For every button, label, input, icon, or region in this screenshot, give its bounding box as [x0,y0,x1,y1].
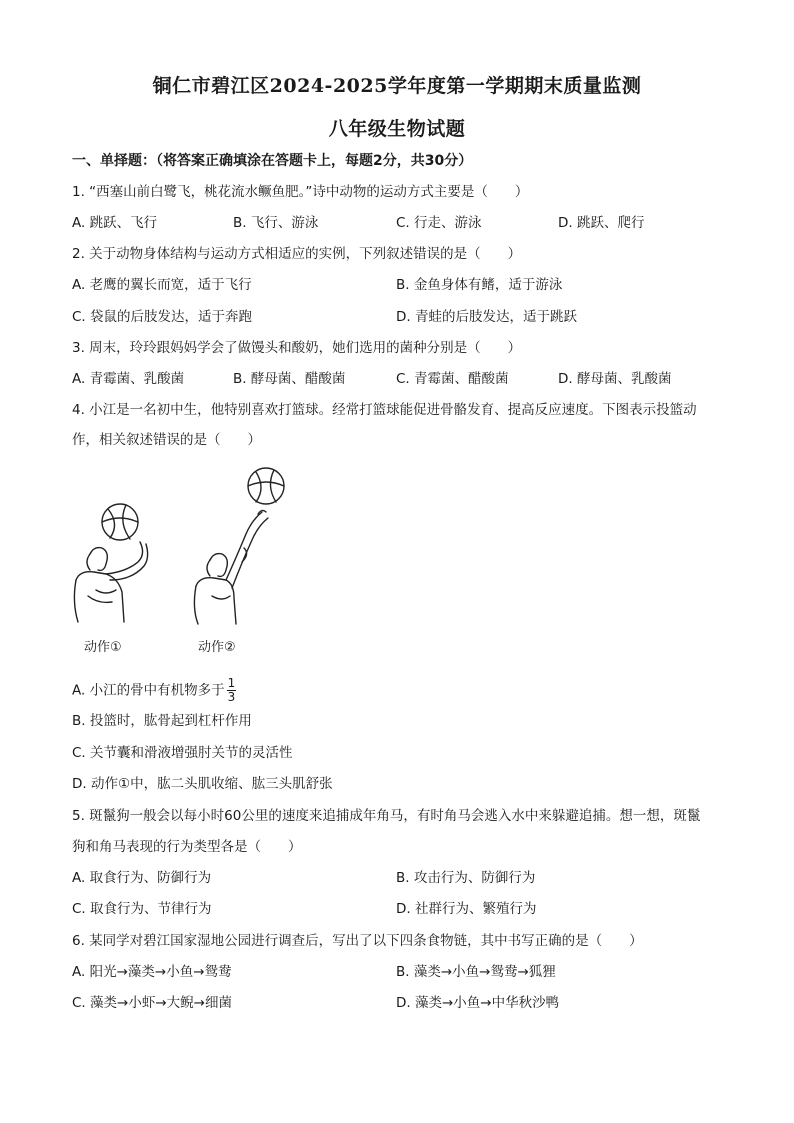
question-5-option-b: B. 攻击行为、防御行为 [396,870,536,886]
question-1-stem: 1. “西塞山前白鹭飞，桃花流水鳜鱼肥。”诗中动物的运动方式主要是（ ） [72,184,529,200]
question-5-stem-line-1: 5. 斑鬣狗一般会以每小时60公里的速度来追捕成年角马，有时角马会逃入水中来躲避追捕。想一想，斑鬣 [72,808,701,824]
question-1-option-a: A. 跳跃、飞行 [72,215,158,231]
question-3-option-a: A. 青霉菌、乳酸菌 [72,371,185,387]
person-action-2-icon [194,510,268,624]
question-4-option-c: C. 关节囊和滑液增强肘关节的灵活性 [72,745,293,761]
figure-caption-action-1: 动作① [84,640,122,655]
question-5-option-c: C. 取食行为、节律行为 [72,901,212,917]
question-4-stem-line-2: 作，相关叙述错误的是（ ） [72,432,261,448]
section-heading: 一、单择题：（将答案正确填涂在答题卡上，每题2分，共30分） [72,153,473,169]
basketball-shooting-figure [66,462,306,662]
question-6-stem: 6. 某同学对碧江国家湿地公园进行调查后，写出了以下四条食物链，其中书写正确的是（ ） [72,933,643,949]
question-3-option-c: C. 青霉菌、醋酸菌 [396,371,509,387]
basketball-icon [102,504,138,540]
exam-subtitle: 八年级生物试题 [328,118,466,140]
basketball-icon [248,468,284,504]
person-action-1-icon [74,542,147,622]
question-6-option-c: C. 藻类→小虾→大鲵→细菌 [72,995,232,1011]
question-6-option-a: A. 阳光→藻类→小鱼→鸳鸯 [72,964,232,980]
question-3-option-d: D. 酵母菌、乳酸菌 [558,371,672,387]
question-3-option-b: B. 酵母菌、醋酸菌 [233,371,346,387]
question-4-option-a [72,677,236,704]
question-4-option-a-text: A. 小江的骨中有机物多于 [72,682,225,699]
question-2-option-d: D. 青蛙的后肢发达，适于跳跃 [396,309,577,325]
question-5-option-d: D. 社群行为、繁殖行为 [396,901,537,917]
figure-caption-action-2: 动作② [198,640,236,655]
question-4-stem-line-1: 4. 小江是一名初中生，他特别喜欢打篮球。经常打篮球能促进骨骼发育、提高反应速度。下图表示投篮动 [72,402,697,418]
question-2-option-b: B. 金鱼身体有鳍，适于游泳 [396,277,563,293]
question-2-option-c: C. 袋鼠的后肢发达，适于奔跑 [72,309,253,325]
question-3-stem: 3. 周末，玲玲跟妈妈学会了做馒头和酸奶，她们选用的菌种分别是（ ） [72,340,522,356]
fraction-numerator: 1 [227,676,236,690]
question-4-option-d: D. 动作①中，肱二头肌收缩、肱三头肌舒张 [72,776,333,792]
question-6-option-b: B. 藻类→小鱼→鸳鸯→狐狸 [396,964,556,980]
question-1-option-b: B. 飞行、游泳 [233,215,319,231]
exam-title: 铜仁市碧江区2024-2025学年度第一学期期末质量监测 [152,75,642,97]
fraction-denominator: 3 [227,690,236,704]
question-1-option-c: C. 行走、游泳 [396,215,482,231]
question-5-option-a: A. 取食行为、防御行为 [72,870,212,886]
fraction-one-third [227,677,237,704]
question-5-stem-line-2: 狗和角马表现的行为类型各是（ ） [72,839,302,855]
question-6-option-d: D. 藻类→小鱼→中华秋沙鸭 [396,995,560,1011]
question-2-option-a: A. 老鹰的翼长而宽，适于飞行 [72,277,252,293]
question-1-option-d: D. 跳跃、爬行 [558,215,645,231]
question-2-stem: 2. 关于动物身体结构与运动方式相适应的实例，下列叙述错误的是（ ） [72,246,522,262]
question-4-option-b: B. 投篮时，肱骨起到杠杆作用 [72,713,252,729]
